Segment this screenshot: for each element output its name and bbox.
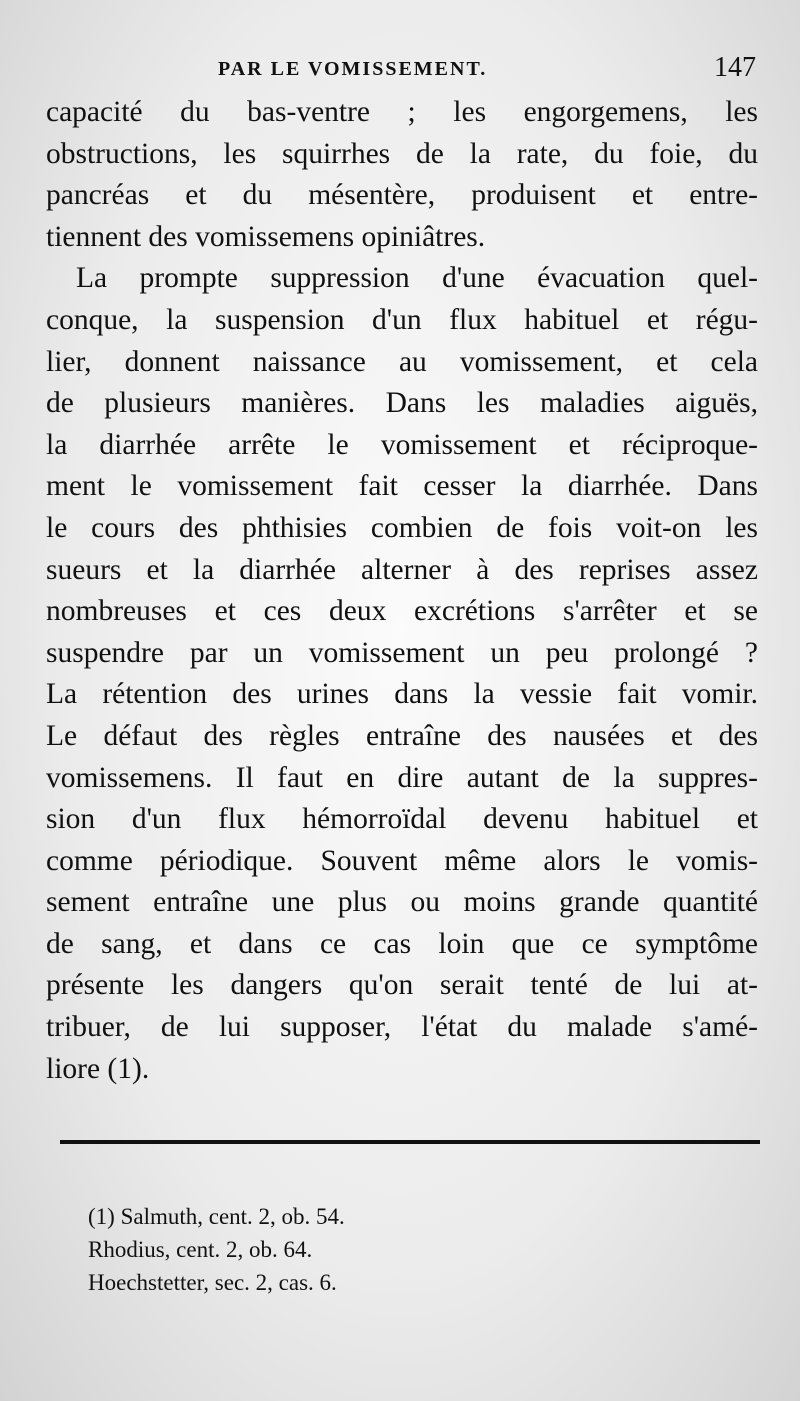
text-line: vomissemens. Il faut en dire autant de la suppres- [46,761,758,794]
footnote: Hoechstetter, sec. 2, cas. 6. [88,1270,337,1295]
text-line: lier, donnent naissance au vomissement, et cela [46,345,758,378]
text-line: sion d'un flux hémorroïdal devenu habituel et [46,803,758,836]
text-line: liore (1). [46,1052,150,1085]
text-line: capacité du bas-ventre ; les engorgemens, les [46,96,758,128]
text-line: obstructions, les squirrhes de la rate, du foie, du [46,137,758,170]
footnote-divider [60,1140,760,1144]
text-line: nombreuses et ces deux excrétions s'arrêter et se [46,595,758,628]
running-title: PAR LE VOMISSEMENT. [218,58,488,80]
footnote: Rhodius, cent. 2, ob. 64. [88,1237,313,1262]
body-text [46,92,758,1090]
page-header [48,52,760,88]
text-line: présente les dangers qu'on serait tenté de lui at- [46,969,758,1002]
text-line: comme périodique. Souvent même alors le vomis- [46,844,758,877]
footnotes [88,1200,688,1299]
text-line: suspendre par un vomissement un peu prolongé ? [46,636,758,669]
text-line: sueurs et la diarrhée alterner à des reprises assez [46,553,758,586]
text-line: de sang, et dans ce cas loin que ce symptôme [46,927,758,960]
footnote: (1) Salmuth, cent. 2, ob. 54. [88,1204,345,1229]
text-line: ment le vomissement fait cesser la diarrhée. Dans [46,470,758,503]
page-number: 147 [714,52,756,83]
text-line: pancréas et du mésentère, produisent et entre- [46,179,758,212]
text-line: tiennent des vomissemens opiniâtres. [46,220,486,253]
text-line: tribuer, de lui supposer, l'état du malade s'amé- [46,1011,758,1044]
text-line: La rétention des urines dans la vessie fait vomir. [46,678,758,711]
text-line: la diarrhée arrête le vomissement et réciproque- [46,428,758,461]
text-line: sement entraîne une plus ou moins grande quantité [46,886,758,919]
text-line: conque, la suspension d'un flux habituel et régu- [46,303,758,336]
text-line: le cours des phthisies combien de fois voit-on les [46,511,758,544]
text-line: La prompte suppression d'une évacuation quel- [76,262,758,295]
text-line: Le défaut des règles entraîne des nausées et des [46,719,758,752]
text-line: de plusieurs manières. Dans les maladies aiguës, [46,387,758,420]
